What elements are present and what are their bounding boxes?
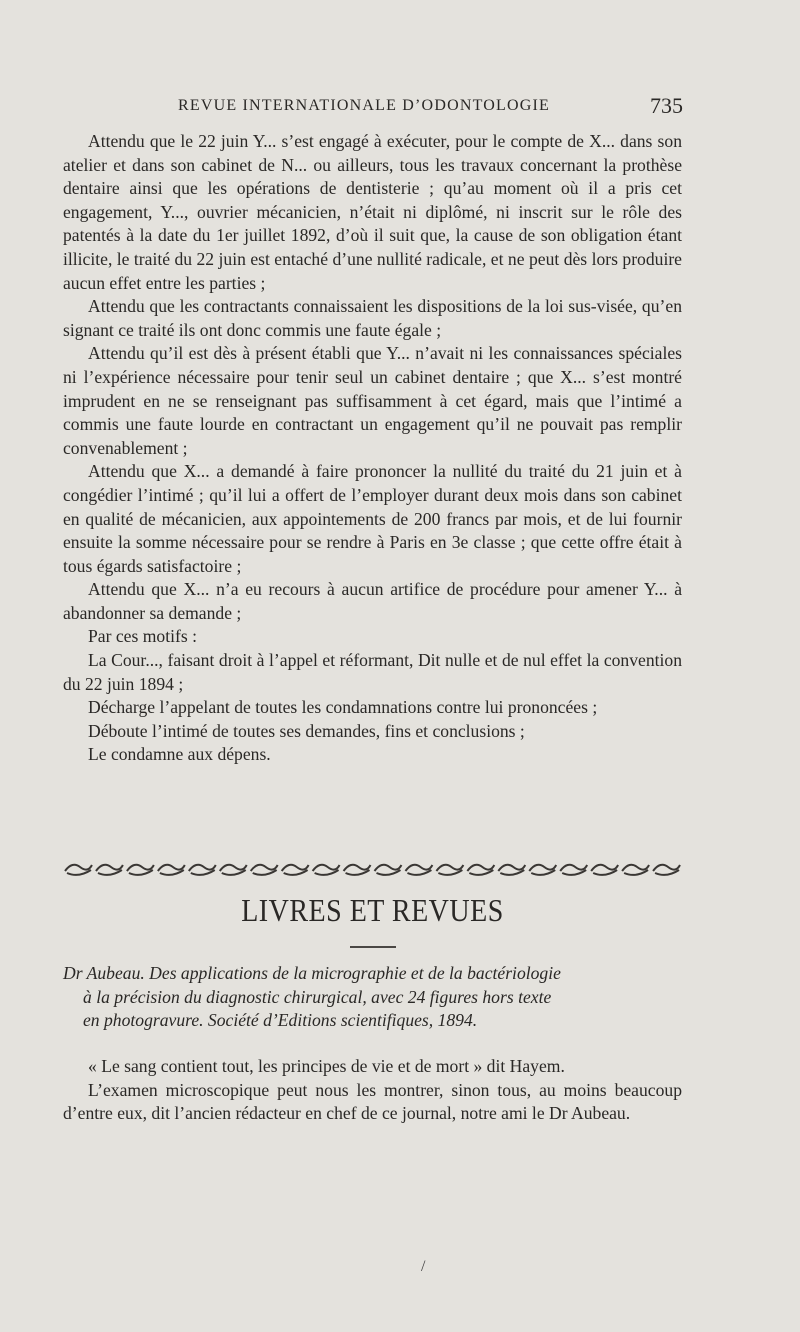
- paragraph: Attendu que X... n’a eu recours à aucun artifice de procédure pour amener Y... à abandonner sa demande ;: [63, 579, 682, 623]
- paragraph: Attendu que le 22 juin Y... s’est engagé à exécuter, pour le compte de X... dans son atelier et dans son cabinet de N... ou ailleurs, tous les travaux concernant la prothèse dentaire ainsi que les opérations de dentisterie ; qu’au moment où il a pris cet engagement, Y..., ouvrier mécanicien, n’était ni diplômé, ni inscrit sur le rôle des patentés à la date du 1er juillet 1892, d’où il suit que, la cause de son obligation étant illicite, le traité du 22 juin est entaché d’une nullité radicale, et ne peut dès lors produire aucun effet entre les parties ;: [63, 131, 682, 293]
- reference-line: Dr Aubeau. Des applications de la micrographie et de la bactériologie: [63, 963, 561, 983]
- running-header: [178, 93, 683, 125]
- paragraph: Attendu que X... a demandé à faire prononcer la nullité du traité du 21 juin et à congédier l’intimé ; qu’il lui a offert de l’employer durant deux mois dans son cabinet en qualité de mécanicien, aux appointements de 200 francs par mois, et de lui fournir ensuite la somme nécessaire pour se rendre à Paris en 3e classe ; que cette offre était à tous égards satisfactoire ;: [63, 461, 682, 576]
- paragraph: La Cour..., faisant droit à l’appel et réformant, Dit nulle et de nul effet la convention du 22 juin 1894 ;: [63, 650, 682, 694]
- paragraph: Attendu que les contractants connaissaient les dispositions de la loi sus-visée, qu’en signant ce traité ils ont donc commis une faute égale ;: [63, 296, 682, 340]
- separator-loop: [622, 865, 649, 875]
- separator-loop: [560, 865, 587, 875]
- separator-loop: [405, 865, 432, 875]
- separator-loop: [344, 865, 371, 875]
- separator-loop: [189, 865, 216, 875]
- reference-line: en photogravure. Société d’Editions scientifiques, 1894.: [83, 1010, 478, 1031]
- separator-loop: [467, 865, 494, 875]
- separator-loop: [158, 865, 185, 875]
- judgment-text: [63, 130, 682, 767]
- section-title: LIVRES ET REVUES: [241, 894, 504, 929]
- separator-loop: [96, 865, 123, 875]
- separator-loop: [653, 865, 680, 875]
- separator-loop: [591, 865, 618, 875]
- paragraph: Attendu qu’il est dès à présent établi que Y... n’avait ni les connaissances spéciales ni l’expérience nécessaire pour tenir seul un cabinet dentaire ; que X... s’est montré imprudent en ne se renseignant pas suffisamment à cet égard, mais que l’intimé a commis une faute lourde en contractant un engagement qu’il ne pouvait pas remplir convenablement ;: [63, 343, 682, 458]
- separator-loop: [313, 865, 340, 875]
- review-text: [63, 1055, 682, 1126]
- page-number: 735: [650, 93, 683, 118]
- title-rule: [350, 946, 396, 948]
- separator-loop: [282, 865, 309, 875]
- journal-title: REVUE INTERNATIONALE D’ODONTOLOGIE: [178, 97, 551, 114]
- separator-loop: [251, 865, 278, 875]
- paragraph: Le condamne aux dépens.: [88, 744, 271, 765]
- separator-loop: [127, 865, 154, 875]
- reference-line: à la précision du diagnostic chirurgical, avec 24 figures hors texte: [83, 986, 552, 1007]
- separator-loop: [529, 865, 556, 875]
- separator-loop: [65, 865, 92, 875]
- paragraph: « Le sang contient tout, les principes de vie et de mort » dit Hayem.: [88, 1056, 565, 1076]
- separator-loop: [498, 865, 525, 875]
- stray-mark: /: [421, 1258, 426, 1275]
- separator-loop: [436, 865, 463, 875]
- paragraph: Décharge l’appelant de toutes les condamnations contre lui prononcées ;: [88, 697, 598, 718]
- paragraph: Par ces motifs :: [88, 626, 197, 647]
- book-reference: [63, 962, 682, 1033]
- paragraph: Déboute l’intimé de toutes ses demandes, fins et conclusions ;: [88, 720, 525, 741]
- separator-loop: [375, 865, 402, 875]
- separator-loop: [220, 865, 247, 875]
- ornamental-separator: [63, 858, 682, 880]
- paragraph: L’examen microscopique peut nous les montrer, sinon tous, au moins beaucoup d’entre eux, dit l’ancien rédacteur en chef de ce journal, notre ami le Dr Aubeau.: [63, 1079, 682, 1124]
